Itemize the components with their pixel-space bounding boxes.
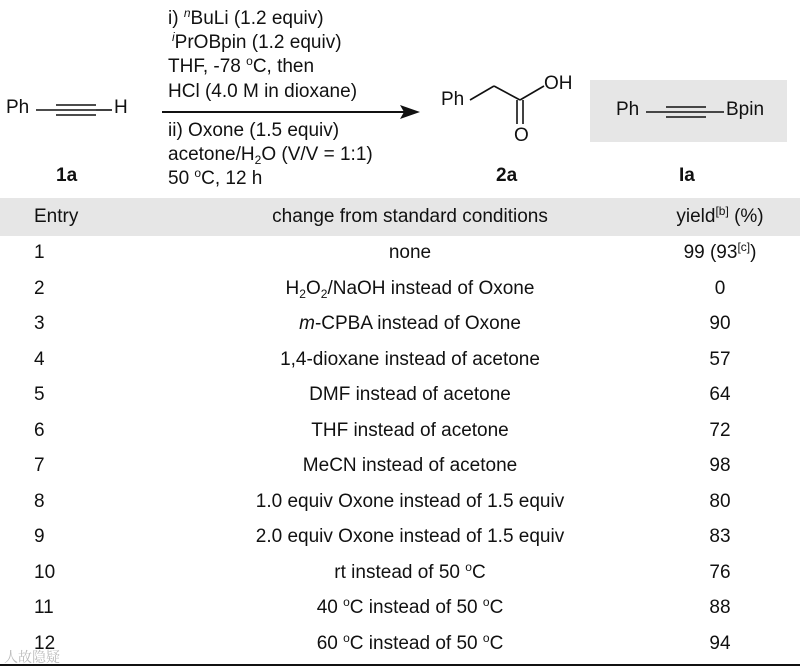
- product-ph-label: Ph: [441, 89, 465, 110]
- table-row: [0, 627, 800, 663]
- condition-line-4: HCl (4.0 M in dioxane): [168, 81, 358, 102]
- yield-cell: 72: [709, 419, 731, 441]
- entry-cell: 6: [34, 419, 45, 441]
- reactant-h-label: H: [114, 97, 128, 118]
- yield-cell: 99 (93[c]): [683, 240, 757, 263]
- intermediate-triple-bond: [644, 102, 726, 122]
- intermediate-box: [590, 80, 787, 142]
- table-row: [0, 236, 800, 272]
- reaction-scheme: [0, 0, 800, 196]
- optimization-table: [0, 198, 800, 662]
- reactant-ph-label: Ph: [6, 97, 30, 118]
- yield-cell: 90: [709, 313, 731, 334]
- alkyne-triple-bond: [34, 100, 114, 120]
- entry-cell: 8: [34, 490, 45, 512]
- compound-label-ia: Ia: [679, 165, 695, 186]
- change-cell: 40 $^o$C instead of 50 $^o$C: [316, 595, 504, 618]
- condition-line-7: 50 $^o$C, 12 h: [168, 166, 263, 189]
- compound-label-2a: 2a: [496, 165, 518, 186]
- table-header-row: [0, 198, 800, 236]
- yield-cell: 80: [709, 490, 731, 512]
- table-row: [0, 414, 800, 450]
- change-cell: MeCN instead of acetone: [302, 455, 518, 476]
- entry-cell: 7: [34, 455, 45, 476]
- entry-cell: 4: [34, 348, 45, 370]
- table-row: [0, 272, 800, 308]
- product-o-label: O: [514, 125, 529, 146]
- change-cell: $H_2O_2$/NaOH instead of Oxone: [285, 277, 535, 301]
- yield-cell: 98: [709, 455, 731, 476]
- entry-cell: 11: [34, 597, 54, 618]
- reaction-arrow: [162, 102, 422, 122]
- header-yield: yield[b] (%): [676, 204, 764, 227]
- change-cell: rt instead of 50 $^o$C: [334, 559, 486, 583]
- yield-cell: 64: [709, 384, 731, 405]
- table-row: [0, 343, 800, 379]
- change-cell: 1.0 equiv Oxone instead of 1.5 equiv: [255, 490, 565, 512]
- yield-cell: 88: [709, 597, 731, 618]
- table-bottom-rule: [0, 664, 800, 666]
- condition-line-2: $^i$PrOBpin (1.2 equiv): [172, 30, 342, 53]
- table-row: [0, 449, 800, 485]
- entry-cell: 10: [34, 561, 56, 583]
- product-oh-label: OH: [544, 73, 573, 94]
- table-row: [0, 591, 800, 627]
- change-cell: 60 $^o$C instead of 50 $^o$C: [316, 630, 504, 654]
- entry-cell: 9: [34, 526, 45, 547]
- condition-line-5: ii) Oxone (1.5 equiv): [168, 120, 340, 141]
- header-change: change from standard conditions: [272, 206, 548, 227]
- condition-line-6: acetone/$H_2O$ (V/V = 1:1): [168, 144, 373, 167]
- table-row: [0, 485, 800, 521]
- change-cell: 1,4-dioxane instead of acetone: [280, 348, 540, 370]
- change-cell: 2.0 equiv Oxone instead of 1.5 equiv: [255, 526, 565, 547]
- change-cell: none: [388, 242, 432, 263]
- table-row: [0, 556, 800, 592]
- yield-cell: 0: [714, 277, 726, 299]
- table-row: [0, 307, 800, 343]
- yield-cell: 83: [709, 526, 731, 547]
- entry-cell: 3: [34, 313, 45, 334]
- intermediate-ph-label: Ph: [616, 99, 640, 120]
- table-row: [0, 378, 800, 414]
- entry-cell: 2: [34, 277, 45, 299]
- entry-cell: 1: [34, 242, 45, 263]
- compound-label-1a: 1a: [56, 165, 78, 186]
- header-entry: Entry: [34, 206, 79, 227]
- change-cell: THF instead of acetone: [311, 419, 509, 441]
- entry-cell: 12: [34, 632, 56, 654]
- condition-line-1: i) $^n$BuLi (1.2 equiv): [168, 6, 324, 29]
- intermediate-bpin-label: Bpin: [726, 99, 765, 120]
- watermark: 人故隐疑: [4, 649, 60, 665]
- change-cell: m-CPBA instead of Oxone: [299, 313, 521, 334]
- condition-line-3: THF, -78 $^o$C, then: [168, 54, 315, 77]
- yield-cell: 76: [709, 561, 731, 583]
- change-cell: DMF instead of acetone: [309, 384, 511, 405]
- table-row: [0, 520, 800, 556]
- yield-cell: 57: [709, 348, 731, 370]
- entry-cell: 5: [34, 384, 45, 405]
- yield-cell: 94: [709, 632, 731, 654]
